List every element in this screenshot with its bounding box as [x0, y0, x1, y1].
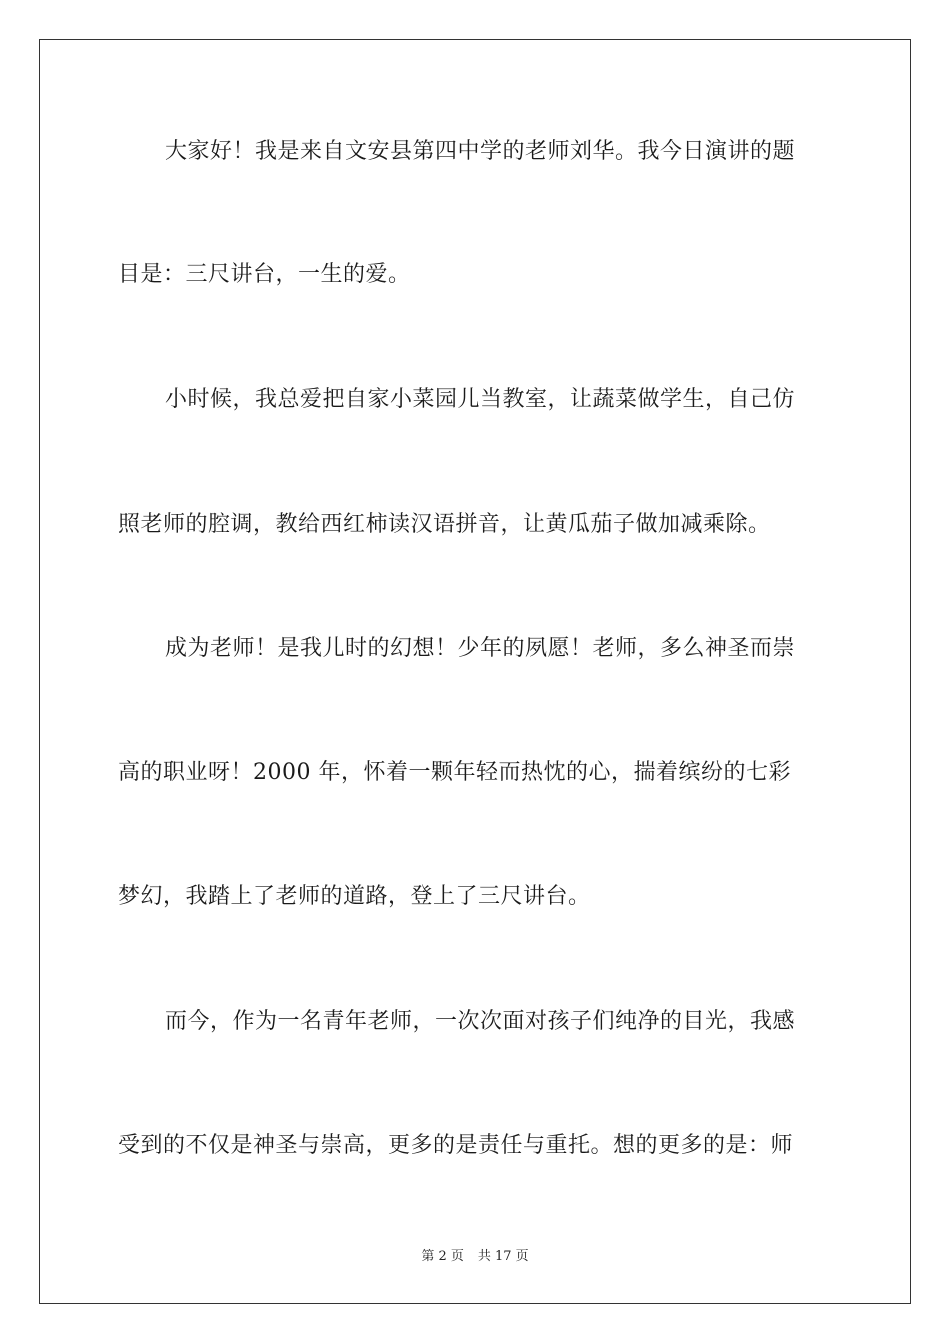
paragraph-3-line-1: 成为老师！是我儿时的幻想！少年的夙愿！老师，多么神圣而崇	[165, 636, 796, 661]
paragraph-1-line-1: 大家好！我是来自文安县第四中学的老师刘华。我今日演讲的题	[165, 139, 796, 164]
page-border	[39, 39, 911, 1304]
paragraph-3-line-3: 梦幻，我踏上了老师的道路，登上了三尺讲台。	[118, 884, 591, 909]
paragraph-2-line-2: 照老师的腔调，教给西红柿读汉语拼音，让黄瓜茄子做加减乘除。	[118, 512, 771, 537]
paragraph-3-line-2: 高的职业呀！2000 年，怀着一颗年轻而热忱的心，揣着缤纷的七彩	[118, 760, 791, 785]
paragraph-4-line-2: 受到的不仅是神圣与崇高，更多的是责任与重托。想的更多的是：师	[118, 1133, 794, 1158]
page-total: 共 17 页	[477, 1249, 529, 1264]
paragraph-4-line-1: 而今，作为一名青年老师，一次次面对孩子们纯净的目光，我感	[165, 1009, 796, 1034]
paragraph-1-line-2: 目是：三尺讲台，一生的爱。	[118, 262, 411, 287]
page-number: 第 2 页	[421, 1249, 464, 1264]
paragraph-2-line-1: 小时候，我总爱把自家小菜园儿当教室，让蔬菜做学生，自己仿	[165, 387, 796, 412]
page-footer	[0, 1248, 950, 1266]
